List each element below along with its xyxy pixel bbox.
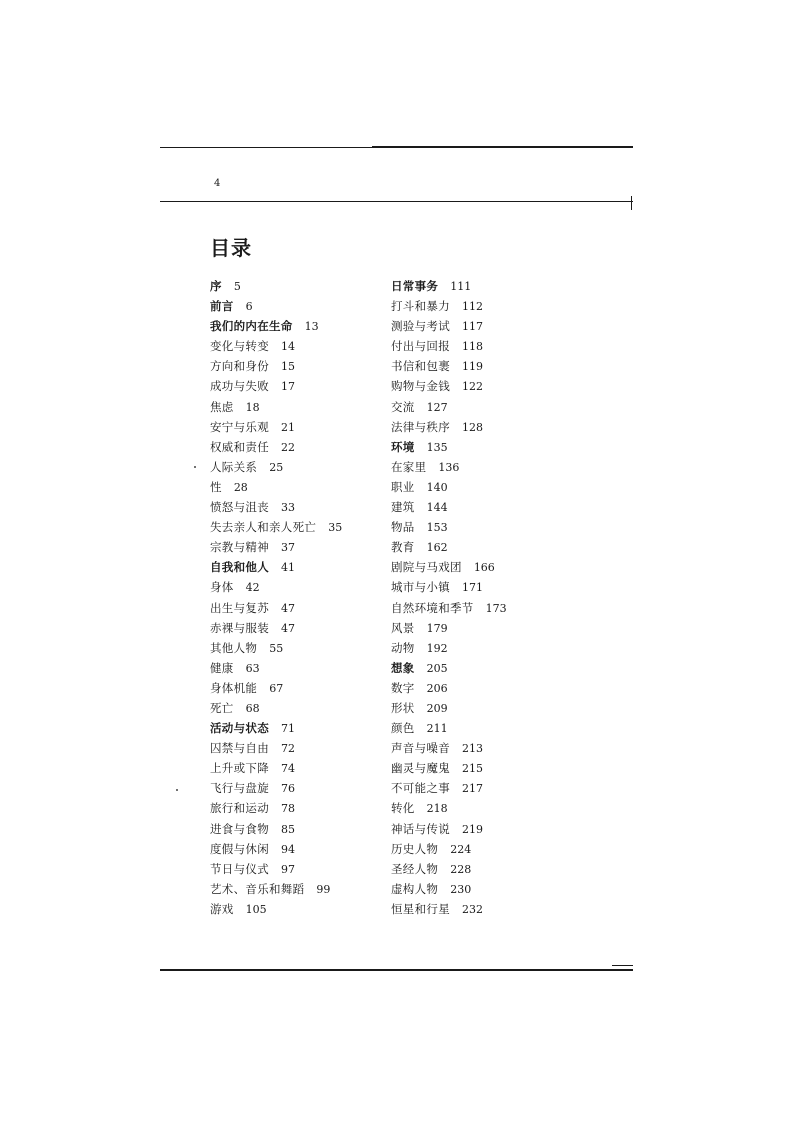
toc-entry bbox=[210, 577, 342, 597]
toc-entry bbox=[391, 819, 507, 839]
toc-entry-page: 122 bbox=[462, 380, 483, 394]
toc-entry bbox=[391, 356, 507, 376]
toc-entry-label: 游戏 bbox=[210, 901, 234, 916]
toc-entry-page: 72 bbox=[281, 742, 295, 756]
header-rule bbox=[160, 201, 633, 202]
top-rule-thick bbox=[372, 146, 633, 148]
toc-entry bbox=[210, 859, 342, 879]
toc-entry-label: 上升或下降 bbox=[210, 761, 269, 776]
toc-section-entry bbox=[391, 658, 507, 678]
toc-title: 目录 bbox=[210, 236, 252, 260]
toc-entry-page: 5 bbox=[233, 280, 241, 293]
toc-entry-label: 愤怒与沮丧 bbox=[210, 500, 269, 515]
toc-entry-page: 37 bbox=[281, 541, 295, 555]
toc-entry-label: 焦虑 bbox=[210, 399, 234, 414]
toc-entry-label: 安宁与乐观 bbox=[210, 419, 269, 434]
toc-entry bbox=[210, 678, 342, 698]
toc-entry-page: 47 bbox=[281, 621, 295, 635]
toc-entry-page: 55 bbox=[269, 641, 284, 655]
toc-entry-page: 68 bbox=[245, 701, 260, 715]
toc-entry bbox=[210, 477, 342, 497]
toc-entry-page: 22 bbox=[281, 440, 295, 454]
toc-entry-label: 颜色 bbox=[391, 721, 415, 736]
toc-entry-label: 数字 bbox=[391, 680, 415, 695]
toc-entry-page: 211 bbox=[426, 722, 448, 736]
toc-entry bbox=[210, 618, 342, 638]
toc-entry-page: 33 bbox=[281, 501, 295, 515]
toc-entry-page: 127 bbox=[426, 400, 448, 414]
toc-entry-label: 变化与转变 bbox=[210, 339, 269, 354]
toc-entry bbox=[391, 537, 507, 557]
toc-entry-page: 85 bbox=[281, 822, 295, 836]
toc-entry-page: 111 bbox=[450, 280, 472, 293]
toc-entry-label: 节日与仪式 bbox=[210, 861, 269, 876]
toc-right-column bbox=[391, 276, 507, 919]
toc-entry bbox=[210, 517, 342, 537]
toc-entry-page: 18 bbox=[245, 400, 260, 414]
toc-entry-label: 建筑 bbox=[391, 500, 415, 515]
toc-entry-page: 209 bbox=[426, 701, 448, 715]
toc-entry-label: 付出与回报 bbox=[391, 339, 450, 354]
toc-entry-label: 序 bbox=[210, 279, 222, 293]
toc-entry-label: 活动与状态 bbox=[210, 721, 269, 736]
toc-entry-page: 35 bbox=[328, 521, 343, 535]
toc-entry-label: 声音与噪音 bbox=[391, 741, 450, 756]
toc-entry bbox=[391, 296, 507, 316]
toc-entry-label: 历史人物 bbox=[391, 841, 439, 856]
toc-entry-label: 度假与休闲 bbox=[210, 841, 269, 856]
toc-entry-label: 法律与秩序 bbox=[391, 419, 450, 434]
toc-entry bbox=[391, 899, 507, 919]
toc-entry bbox=[391, 839, 507, 859]
toc-entry bbox=[391, 698, 507, 718]
toc-entry-page: 217 bbox=[462, 782, 483, 796]
toc-entry-page: 140 bbox=[426, 480, 448, 494]
toc-entry-label: 风景 bbox=[391, 620, 415, 635]
toc-section-entry bbox=[210, 718, 342, 738]
toc-entry-page: 94 bbox=[281, 842, 295, 856]
toc-entry-label: 转化 bbox=[391, 801, 415, 816]
toc-entry-label: 权威和责任 bbox=[210, 439, 269, 454]
toc-entry-label: 前言 bbox=[210, 299, 234, 314]
toc-section-entry bbox=[210, 316, 342, 336]
toc-entry-label: 成功与失败 bbox=[210, 379, 269, 394]
toc-entry-page: 224 bbox=[450, 842, 472, 856]
toc-entry bbox=[210, 598, 342, 618]
toc-entry-label: 飞行与盘旋 bbox=[210, 781, 269, 796]
toc-entry-page: 105 bbox=[245, 902, 267, 916]
toc-entry-page: 112 bbox=[462, 300, 483, 314]
toc-entry-label: 囚禁与自由 bbox=[210, 741, 269, 756]
toc-entry-page: 21 bbox=[281, 420, 295, 434]
toc-entry-page: 119 bbox=[462, 360, 483, 374]
toc-entry-label: 购物与金钱 bbox=[391, 379, 450, 394]
toc-entry bbox=[391, 517, 507, 537]
toc-entry-label: 出生与复苏 bbox=[210, 600, 269, 615]
toc-entry-page: 17 bbox=[281, 380, 295, 394]
toc-entry bbox=[210, 417, 342, 437]
toc-entry-page: 230 bbox=[450, 882, 472, 896]
toc-entry-page: 74 bbox=[281, 762, 295, 776]
toc-entry-page: 206 bbox=[426, 681, 448, 695]
toc-entry-page: 117 bbox=[462, 320, 483, 334]
toc-entry-page: 205 bbox=[426, 661, 448, 675]
toc-entry-label: 圣经人物 bbox=[391, 861, 439, 876]
toc-entry bbox=[391, 417, 507, 437]
toc-entry-page: 25 bbox=[269, 460, 284, 474]
toc-entry bbox=[210, 698, 342, 718]
toc-entry-page: 41 bbox=[281, 561, 295, 575]
toc-entry-page: 135 bbox=[426, 440, 448, 454]
toc-entry-label: 其他人物 bbox=[210, 640, 258, 655]
toc-entry-page: 14 bbox=[281, 340, 295, 354]
toc-entry bbox=[391, 598, 507, 618]
toc-entry-label: 方向和身份 bbox=[210, 359, 269, 374]
toc-section-entry bbox=[210, 296, 342, 316]
toc-entry-page: 47 bbox=[281, 601, 295, 615]
toc-entry-page: 215 bbox=[462, 762, 483, 776]
toc-entry-label: 宗教与精神 bbox=[210, 540, 269, 555]
toc-entry bbox=[210, 376, 342, 396]
scan-speck bbox=[176, 789, 178, 791]
toc-entry-page: 6 bbox=[245, 300, 253, 314]
toc-entry bbox=[210, 839, 342, 859]
toc-left-column bbox=[210, 276, 342, 919]
toc-entry-label: 神话与传说 bbox=[391, 821, 450, 836]
toc-entry-page: 179 bbox=[426, 621, 448, 635]
toc-entry-label: 交流 bbox=[391, 399, 415, 414]
toc-entry-page: 15 bbox=[281, 360, 295, 374]
toc-entry bbox=[210, 778, 342, 798]
toc-entry bbox=[210, 397, 342, 417]
toc-entry-label: 我们的内在生命 bbox=[210, 319, 293, 334]
toc-entry-page: 171 bbox=[462, 581, 483, 595]
toc-entry-label: 艺术、音乐和舞蹈 bbox=[210, 881, 305, 896]
toc-entry-label: 环境 bbox=[391, 439, 415, 454]
toc-entry-label: 健康 bbox=[210, 660, 234, 675]
toc-entry bbox=[210, 798, 342, 818]
toc-entry bbox=[391, 758, 507, 778]
toc-entry-page: 192 bbox=[426, 641, 448, 655]
toc-entry-page: 232 bbox=[462, 902, 483, 916]
toc-entry-label: 城市与小镇 bbox=[391, 580, 450, 595]
footer-rule bbox=[160, 969, 633, 971]
toc-entry-page: 166 bbox=[473, 561, 495, 575]
toc-entry-label: 不可能之事 bbox=[391, 781, 450, 796]
toc-entry-page: 63 bbox=[245, 661, 260, 675]
toc-entry bbox=[391, 859, 507, 879]
toc-entry-label: 身体 bbox=[210, 580, 234, 595]
toc-entry-page: 213 bbox=[462, 742, 483, 756]
toc-entry-label: 日常事务 bbox=[391, 279, 439, 293]
toc-entry bbox=[210, 497, 342, 517]
toc-entry-page: 42 bbox=[245, 581, 260, 595]
toc-entry-label: 测验与考试 bbox=[391, 319, 450, 334]
toc-entry-page: 218 bbox=[426, 802, 448, 816]
toc-entry-page: 78 bbox=[281, 802, 295, 816]
toc-entry-label: 自我和他人 bbox=[210, 560, 269, 575]
toc-entry bbox=[391, 778, 507, 798]
toc-entry bbox=[391, 397, 507, 417]
footer-rule-thin bbox=[612, 965, 633, 966]
header-rule-tick bbox=[631, 196, 632, 210]
toc-entry-page: 71 bbox=[281, 722, 295, 736]
toc-entry-page: 97 bbox=[281, 862, 295, 876]
toc-entry bbox=[210, 336, 342, 356]
toc-entry bbox=[391, 557, 507, 577]
toc-entry-label: 在家里 bbox=[391, 459, 427, 474]
toc-entry bbox=[210, 457, 342, 477]
toc-entry-page: 67 bbox=[269, 681, 284, 695]
toc-entry-page: 128 bbox=[462, 420, 483, 434]
toc-entry-page: 144 bbox=[426, 501, 448, 515]
toc-entry-label: 教育 bbox=[391, 540, 415, 555]
toc-entry-label: 幽灵与魔鬼 bbox=[391, 761, 450, 776]
page-number: 4 bbox=[214, 178, 221, 189]
toc-entry-page: 118 bbox=[462, 340, 483, 354]
toc-entry bbox=[210, 437, 342, 457]
toc-entry bbox=[391, 618, 507, 638]
toc-entry-label: 人际关系 bbox=[210, 459, 258, 474]
toc-entry-label: 打斗和暴力 bbox=[391, 299, 450, 314]
toc-entry-label: 失去亲人和亲人死亡 bbox=[210, 520, 317, 535]
toc-entry bbox=[391, 879, 507, 899]
toc-entry bbox=[210, 879, 342, 899]
toc-entry-page: 228 bbox=[450, 862, 472, 876]
toc-entry-label: 虚构人物 bbox=[391, 881, 439, 896]
toc-entry bbox=[210, 658, 342, 678]
toc-section-entry bbox=[391, 276, 507, 296]
toc-entry-label: 想象 bbox=[391, 660, 415, 675]
toc-entry bbox=[391, 678, 507, 698]
toc-entry bbox=[391, 718, 507, 738]
toc-entry-page: 173 bbox=[485, 601, 507, 615]
toc-entry bbox=[391, 798, 507, 818]
toc-entry-page: 153 bbox=[426, 521, 448, 535]
toc-entry bbox=[391, 336, 507, 356]
toc-section-entry bbox=[210, 276, 342, 296]
toc-entry-label: 剧院与马戏团 bbox=[391, 560, 462, 575]
toc-entry bbox=[391, 376, 507, 396]
toc-entry-label: 进食与食物 bbox=[210, 821, 269, 836]
toc-entry-page: 136 bbox=[438, 460, 460, 474]
toc-entry-label: 形状 bbox=[391, 700, 415, 715]
toc-entry bbox=[210, 356, 342, 376]
toc-entry bbox=[210, 537, 342, 557]
toc-entry-label: 书信和包裹 bbox=[391, 359, 450, 374]
toc-entry bbox=[210, 758, 342, 778]
toc-section-entry bbox=[210, 557, 342, 577]
toc-entry-label: 死亡 bbox=[210, 700, 234, 715]
toc-entry bbox=[210, 819, 342, 839]
toc-entry-label: 动物 bbox=[391, 640, 415, 655]
toc-entry-page: 219 bbox=[462, 822, 483, 836]
toc-entry-label: 物品 bbox=[391, 520, 415, 535]
toc-entry bbox=[391, 316, 507, 336]
toc-entry-page: 28 bbox=[233, 480, 248, 494]
toc-entry bbox=[210, 638, 342, 658]
toc-entry bbox=[391, 577, 507, 597]
toc-entry-label: 自然环境和季节 bbox=[391, 600, 474, 615]
scan-speck bbox=[194, 466, 196, 468]
toc-entry bbox=[210, 738, 342, 758]
toc-entry bbox=[391, 497, 507, 517]
toc-entry-label: 赤裸与服装 bbox=[210, 620, 269, 635]
toc-entry-page: 13 bbox=[304, 320, 319, 334]
toc-section-entry bbox=[391, 437, 507, 457]
toc-entry-label: 职业 bbox=[391, 479, 415, 494]
toc-entry bbox=[391, 477, 507, 497]
toc-entry-page: 76 bbox=[281, 782, 295, 796]
toc-entry-label: 恒星和行星 bbox=[391, 901, 450, 916]
toc-entry bbox=[391, 738, 507, 758]
toc-entry bbox=[210, 899, 342, 919]
toc-entry bbox=[391, 638, 507, 658]
toc-entry-label: 旅行和运动 bbox=[210, 801, 269, 816]
toc-entry-page: 162 bbox=[426, 541, 448, 555]
toc-entry-page: 99 bbox=[316, 882, 331, 896]
toc-entry-label: 身体机能 bbox=[210, 680, 258, 695]
toc-entry bbox=[391, 457, 507, 477]
toc-entry-label: 性 bbox=[210, 479, 222, 494]
